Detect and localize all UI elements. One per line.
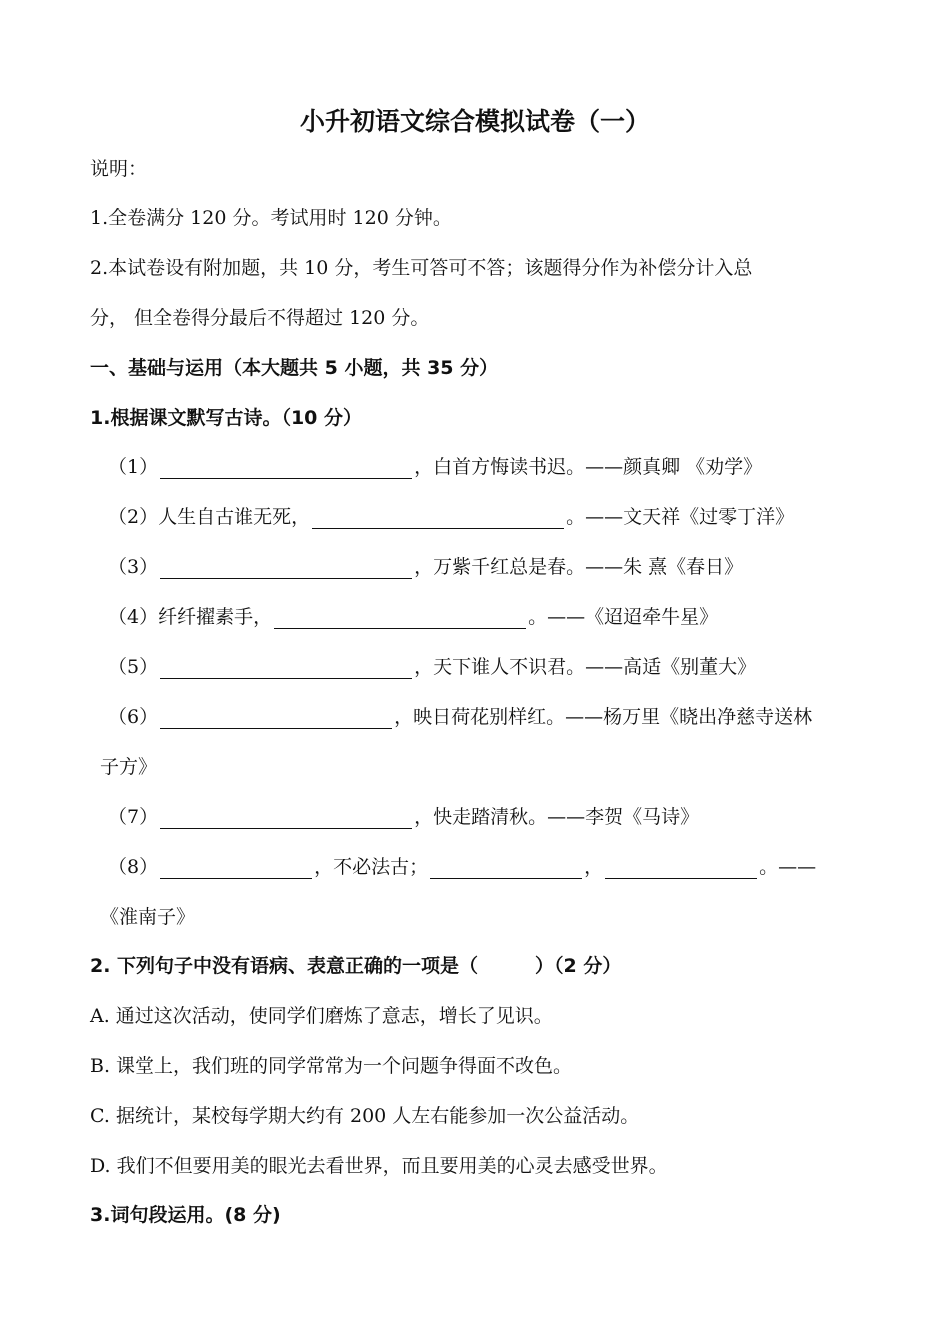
answer-blank[interactable] [160,706,392,729]
poem-line-2 [108,505,794,529]
poem-8-num: （8） [108,856,159,878]
answer-blank[interactable] [160,856,312,879]
poem-line-3 [108,555,743,579]
poem-2-before: （2）人生自古谁无死， [108,506,311,528]
section-1-heading: 一、基础与运用（本大题共 5 小题，共 35 分） [90,357,499,379]
poem-3-text: ，万紫千红总是春。——朱 熹《春日》 [414,556,744,578]
poem-8-mid1: ，不必法古； [314,856,429,878]
poem-line-5 [108,655,756,679]
question-1-title: 1.根据课文默写古诗。（10 分） [90,407,362,429]
poem-2-text: 。——文天祥《过零丁洋》 [566,506,795,528]
answer-blank[interactable] [160,556,412,579]
question-2-title: 2. 下列句子中没有语病、表意正确的一项是（ ）（2 分） [90,955,622,977]
poem-line-8 [108,855,816,879]
option-d: D. 我们不但要用美的眼光去看世界，而且要用美的心灵去感受世界。 [90,1155,668,1177]
poem-6-text: ，映日荷花别样红。——杨万里《晓出净慈寺送林 [394,706,813,728]
poem-line-4 [108,605,718,629]
poem-4-text: 。——《迢迢牵牛星》 [528,606,719,628]
option-a: A. 通过这次活动，使同学们磨炼了意志，增长了见识。 [90,1005,553,1027]
poem-line-6-cont: 子方》 [100,756,158,778]
option-c: C. 据统计，某校每学期大约有 200 人左右能参加一次公益活动。 [90,1105,640,1127]
poem-8-mid2: ， [584,856,604,878]
answer-blank[interactable] [605,856,757,879]
answer-blank[interactable] [160,806,412,829]
intro-item-2-cont: 分， 但全卷得分最后不得超过 120 分。 [90,307,430,329]
poem-7-text: ，快走踏清秋。——李贺《马诗》 [414,806,700,828]
answer-blank[interactable] [160,456,412,479]
poem-5-text: ，天下谁人不识君。——高适《别董大》 [414,656,757,678]
answer-blank[interactable] [160,656,412,679]
poem-1-num: （1） [108,456,159,478]
poem-4-before: （4）纤纤擢素手， [108,606,273,628]
poem-8-text: 。—— [759,856,817,878]
exam-title: 小升初语文综合模拟试卷（一） [299,107,650,136]
poem-6-num: （6） [108,706,159,728]
poem-5-num: （5） [108,656,159,678]
poem-line-1 [108,455,762,479]
intro-item-2: 2.本试卷设有附加题，共 10 分，考生可答可不答；该题得分作为补偿分计入总 [90,257,753,279]
answer-blank[interactable] [430,856,582,879]
answer-blank[interactable] [274,606,526,629]
intro-item-1: 1.全卷满分 120 分。考试用时 120 分钟。 [90,207,452,229]
poem-line-6 [108,705,812,729]
option-b: B. 课堂上，我们班的同学常常为一个问题争得面不改色。 [90,1055,573,1077]
poem-3-num: （3） [108,556,159,578]
answer-blank[interactable] [312,506,564,529]
poem-7-num: （7） [108,806,159,828]
poem-line-7 [108,805,699,829]
poem-1-text: ，白首方悔读书迟。——颜真卿 《劝学》 [414,456,763,478]
poem-line-8-cont: 《淮南子》 [100,906,196,928]
intro-label: 说明： [90,158,148,180]
question-3-title: 3.词句段运用。(8 分) [90,1204,281,1226]
